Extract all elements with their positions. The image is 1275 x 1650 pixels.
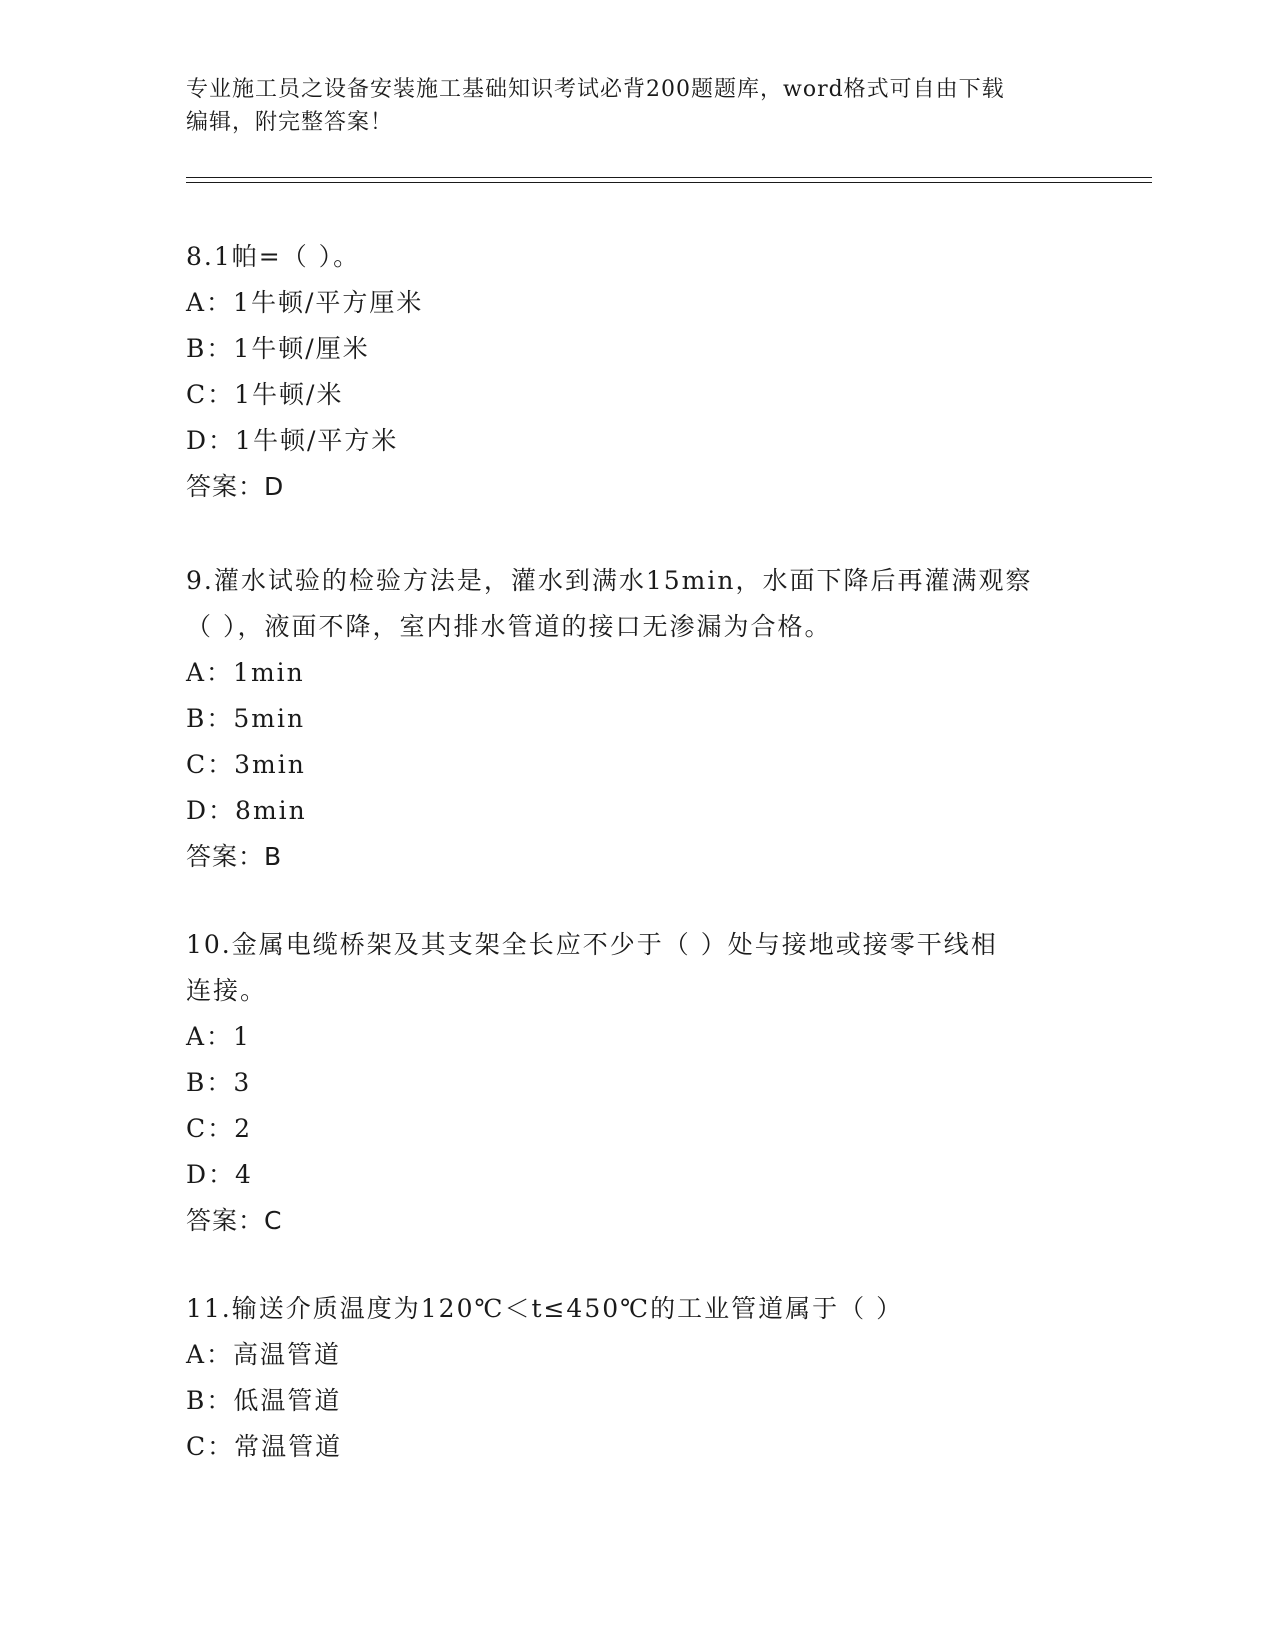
question-stem: 8.1帕=（ ）。 [186,242,361,271]
option-c: C：常温管道 [186,1432,343,1461]
option-a: A：1 [186,1022,251,1051]
header-divider-bottom [186,182,1152,183]
option-a: A：高温管道 [186,1340,342,1369]
answer-text: 答案：B [186,842,283,871]
header-line-2: 编辑，附完整答案！ [186,110,394,135]
header-line-1: 专业施工员之设备安装施工基础知识考试必背200题题库，word格式可自由下载 [186,77,1005,102]
question-stem-line-1: 9.灌水试验的检验方法是，灌水到满水15min，水面下降后再灌满观察 [186,566,1033,595]
option-b: B：5min [186,704,306,733]
option-c: C：2 [186,1114,253,1143]
option-b: B：3 [186,1068,252,1097]
option-d: D：4 [186,1160,253,1189]
question-8 [186,234,1086,510]
option-d: D：8min [186,796,307,825]
question-9 [186,558,1086,880]
option-c: C：3min [186,750,306,779]
option-a: A：1min [186,658,305,687]
option-a: A：1牛顿/平方厘米 [186,288,424,317]
question-10 [186,922,1086,1244]
answer-text: 答案：D [186,472,285,501]
document-header [186,73,1066,139]
question-stem: 11.输送介质温度为120℃＜t≤450℃的工业管道属于（ ） [186,1294,904,1323]
answer-text: 答案：C [186,1206,283,1235]
option-b: B：1牛顿/厘米 [186,334,370,363]
header-divider-top [186,177,1152,178]
option-c: C：1牛顿/米 [186,380,344,409]
question-stem-line-2: 连接。 [186,976,268,1005]
option-b: B：低温管道 [186,1386,342,1415]
question-11 [186,1286,1086,1470]
question-stem-line-1: 10.金属电缆桥架及其支架全长应不少于（ ）处与接地或接零干线相 [186,930,998,959]
option-d: D：1牛顿/平方米 [186,426,399,455]
question-stem-line-2: （ ），液面不降，室内排水管道的接口无渗漏为合格。 [186,612,832,641]
